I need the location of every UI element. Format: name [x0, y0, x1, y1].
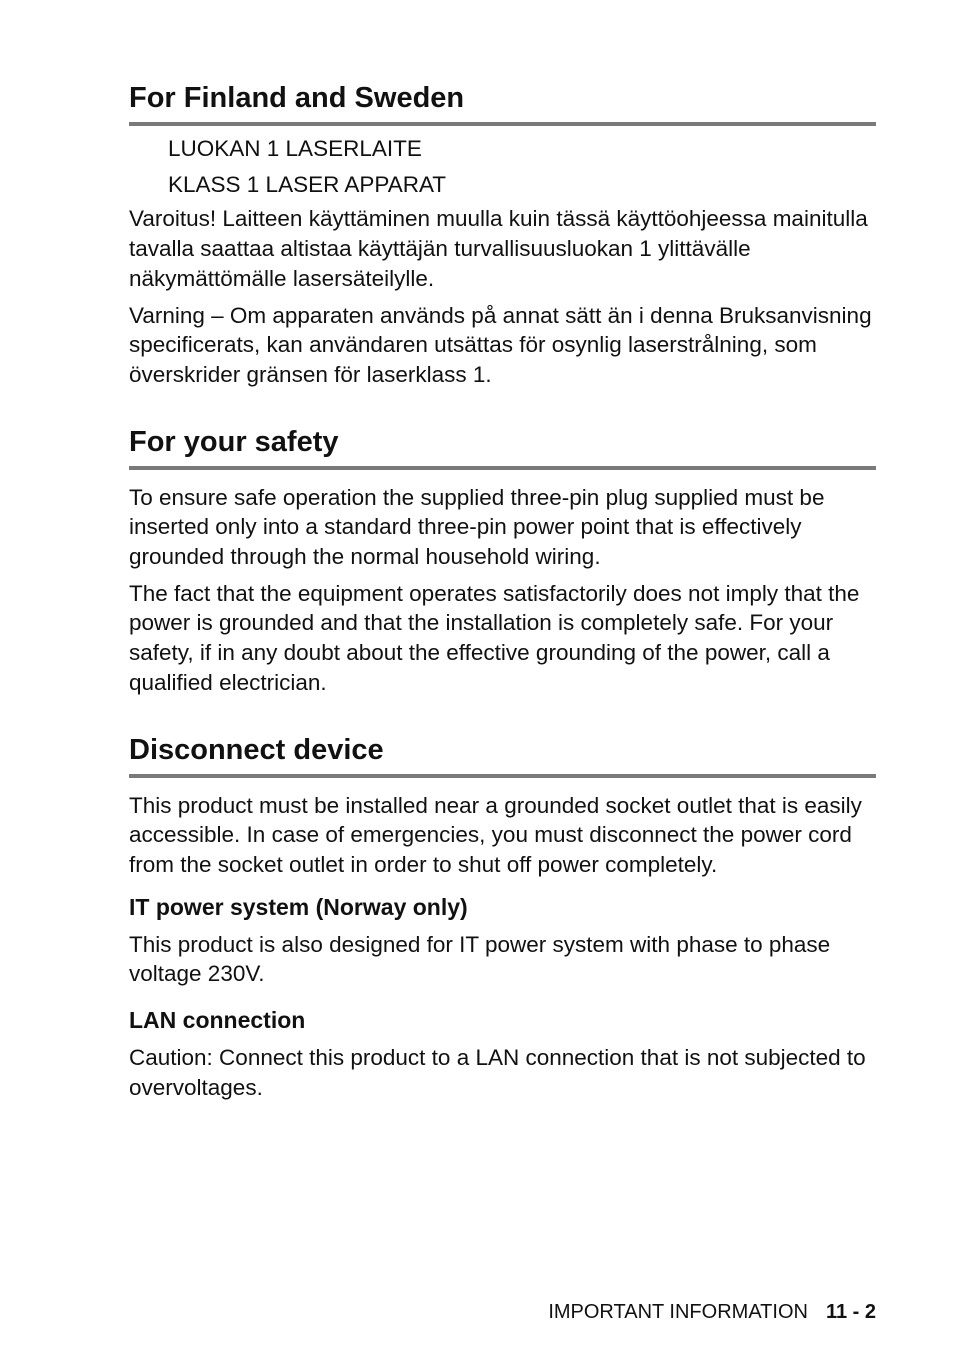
subheading-it-power-system: IT power system (Norway only) — [129, 893, 468, 920]
laser-class-label-finnish: LUOKAN 1 LASERLAITE — [168, 136, 422, 161]
warning-paragraph-finnish: Varoitus! Laitteen käyttäminen muulla kuin tässä käyttöohjeessa mainitulla tavalla saattaa altistaa käyttäjän turvallisuusluokan 1 ylittävälle näkymättömälle lasersäteilylle. — [129, 206, 868, 291]
footer-section-label: IMPORTANT INFORMATION — [548, 1301, 808, 1323]
safety-paragraph-grounding: The fact that the equipment operates satisfactorily does not imply that the power is grounded and that the installation is completely safe. For your safety, if in any doubt about the effective grounding of the power, call a qualified electrician. — [129, 580, 860, 695]
section-heading-finland-sweden: For Finland and Sweden — [129, 78, 876, 126]
subheading-lan-connection: LAN connection — [129, 1007, 306, 1034]
section-heading-disconnect-device: Disconnect device — [129, 730, 876, 778]
section-heading-your-safety: For your safety — [129, 422, 876, 470]
lan-connection-paragraph: Caution: Connect this product to a LAN connection that is not subjected to overvoltages. — [129, 1045, 866, 1100]
section-finland-sweden — [129, 78, 876, 390]
page-footer — [548, 1298, 876, 1326]
disconnect-paragraph: This product must be installed near a grounded socket outlet that is easily accessible. In case of emergencies, you must disconnect the power cord from the socket outlet in order to shut off power completely. — [129, 792, 862, 877]
laser-class-label-swedish: KLASS 1 LASER APPARAT — [168, 171, 447, 197]
section-disconnect-device — [129, 730, 876, 1103]
safety-paragraph-plug: To ensure safe operation the supplied three-pin plug supplied must be inserted only into a standard three-pin power point that is effectively grounded through the normal household wiring. — [129, 484, 825, 570]
section-your-safety — [129, 422, 876, 698]
warning-paragraph-swedish: Varning – Om apparaten används på annat sätt än i denna Bruksanvisning specificerats, kan användaren utsättas för osynlig laserstrålning, som överskrider gränsen för laserklass 1. — [129, 302, 872, 387]
it-power-paragraph: This product is also designed for IT power system with phase to phase voltage 230V. — [129, 931, 831, 987]
footer-page-number: 11 - 2 — [825, 1301, 876, 1323]
document-page — [129, 78, 876, 1102]
